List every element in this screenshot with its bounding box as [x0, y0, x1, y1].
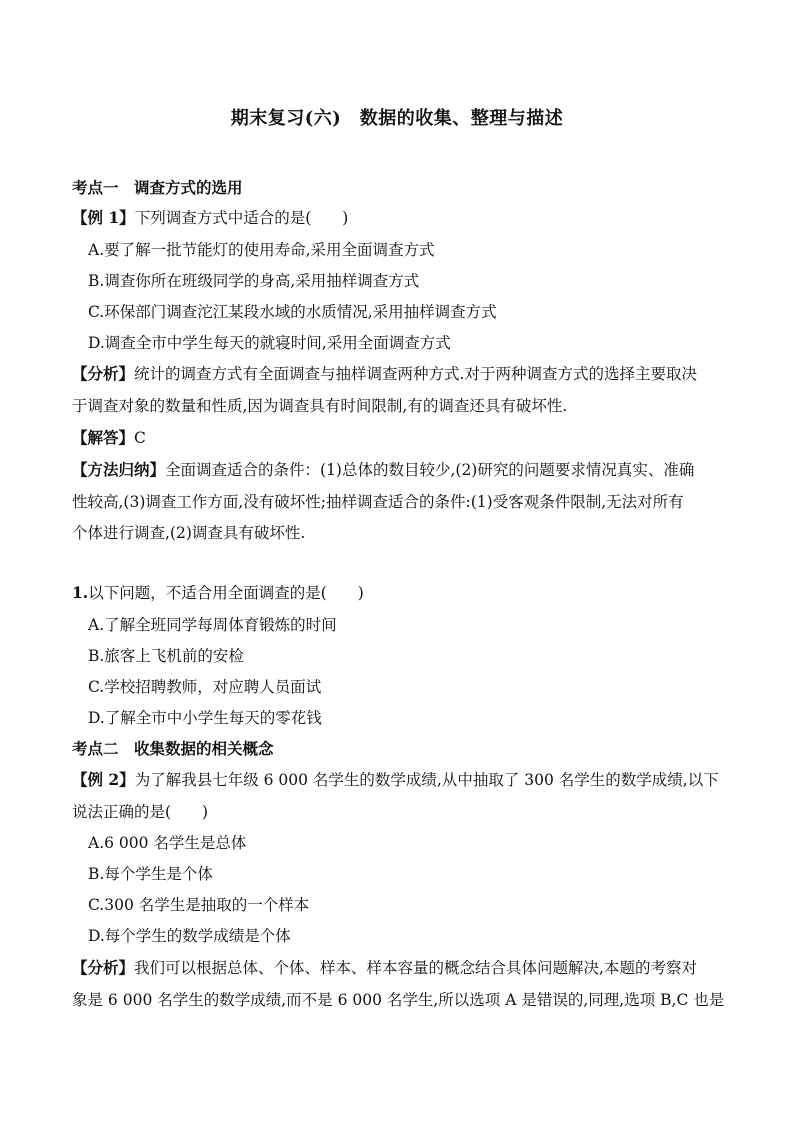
method-line2: 性较高,(3)调查工作方面,没有破坏性;抽样调查适合的条件:(1)受客观条件限制,无法对所有: [72, 493, 684, 511]
exercise1-number: 1.: [72, 583, 89, 602]
example2-text1: 为了解我县七年级 6 000 名学生的数学成绩,从中抽取了 300 名学生的数学成绩,以下: [134, 771, 719, 789]
exercise1-option-c: C.学校招聘教师，对应聘人员面试: [88, 678, 322, 696]
exercise1-stem-line: [72, 581, 364, 603]
example2-option-b: B.每个学生是个体: [88, 865, 213, 883]
example2-line2: 说法正确的是( ): [72, 803, 209, 821]
exercise1-option-d: D.了解全市中小学生每天的零花钱: [88, 709, 322, 727]
answer1-line: [72, 426, 146, 448]
example2-option-d: D.每个学生的数学成绩是个体: [88, 927, 291, 945]
example2-line1: [72, 768, 719, 790]
example1-stem-line: [72, 206, 348, 228]
answer1-value: C: [134, 429, 146, 447]
section2-heading: 考点二 收集数据的相关概念: [72, 739, 274, 758]
example2-tag: 【例 2】: [72, 770, 135, 789]
analysis2-text1: 我们可以根据总体、个体、样本、样本容量的概念结合具体问题解决,本题的考察对: [134, 959, 697, 977]
example2-option-c: C.300 名学生是抽取的一个样本: [88, 896, 310, 914]
page-title: 期末复习(六) 数据的收集、整理与描述: [230, 108, 564, 129]
example1-option-a: A.要了解一批节能灯的使用寿命,采用全面调查方式: [88, 241, 435, 259]
example1-option-d: D.调查全市中学生每天的就寝时间,采用全面调查方式: [88, 334, 451, 352]
example2-option-a: A.6 000 名学生是总体: [88, 834, 247, 852]
answer1-tag: 【解答】: [72, 428, 135, 447]
exercise1-option-a: A.了解全班同学每周体育锻炼的时间: [88, 616, 337, 634]
method-line3: 个体进行调查,(2)调查具有破坏性.: [72, 524, 306, 542]
section1-heading: 考点一 调查方式的选用: [72, 178, 243, 197]
analysis1-line1: [72, 362, 697, 384]
example1-stem: 下列调查方式中适合的是( ): [134, 209, 349, 227]
method-line1: [72, 458, 694, 480]
analysis1-tag: 【分析】: [72, 364, 135, 383]
analysis2-line2: 象是 6 000 名学生的数学成绩,而不是 6 000 名学生,所以选项 A 是错误的,同理,选项 B,C 也是: [72, 991, 725, 1009]
example1-option-c: C.环保部门调查沱江某段水域的水质情况,采用抽样调查方式: [88, 303, 497, 321]
exercise1-stem: 以下问题，不适合用全面调查的是( ): [88, 584, 364, 602]
example1-tag: 【例 1】: [72, 208, 135, 227]
example1-option-b: B.调查你所在班级同学的身高,采用抽样调查方式: [88, 272, 420, 290]
method-text1: 全面调查适合的条件：(1)总体的数目较少,(2)研究的问题要求情况真实、准确: [165, 461, 695, 479]
analysis1-line2: 于调查对象的数量和性质,因为调查具有时间限制,有的调查还具有破坏性.: [72, 397, 568, 415]
exercise1-option-b: B.旅客上飞机前的安检: [88, 647, 244, 665]
analysis2-line1: [72, 956, 697, 978]
method-tag: 【方法归纳】: [72, 460, 166, 479]
analysis1-text1: 统计的调查方式有全面调查与抽样调查两种方式.对于两种调查方式的选择主要取决: [134, 365, 697, 383]
analysis2-tag: 【分析】: [72, 958, 135, 977]
